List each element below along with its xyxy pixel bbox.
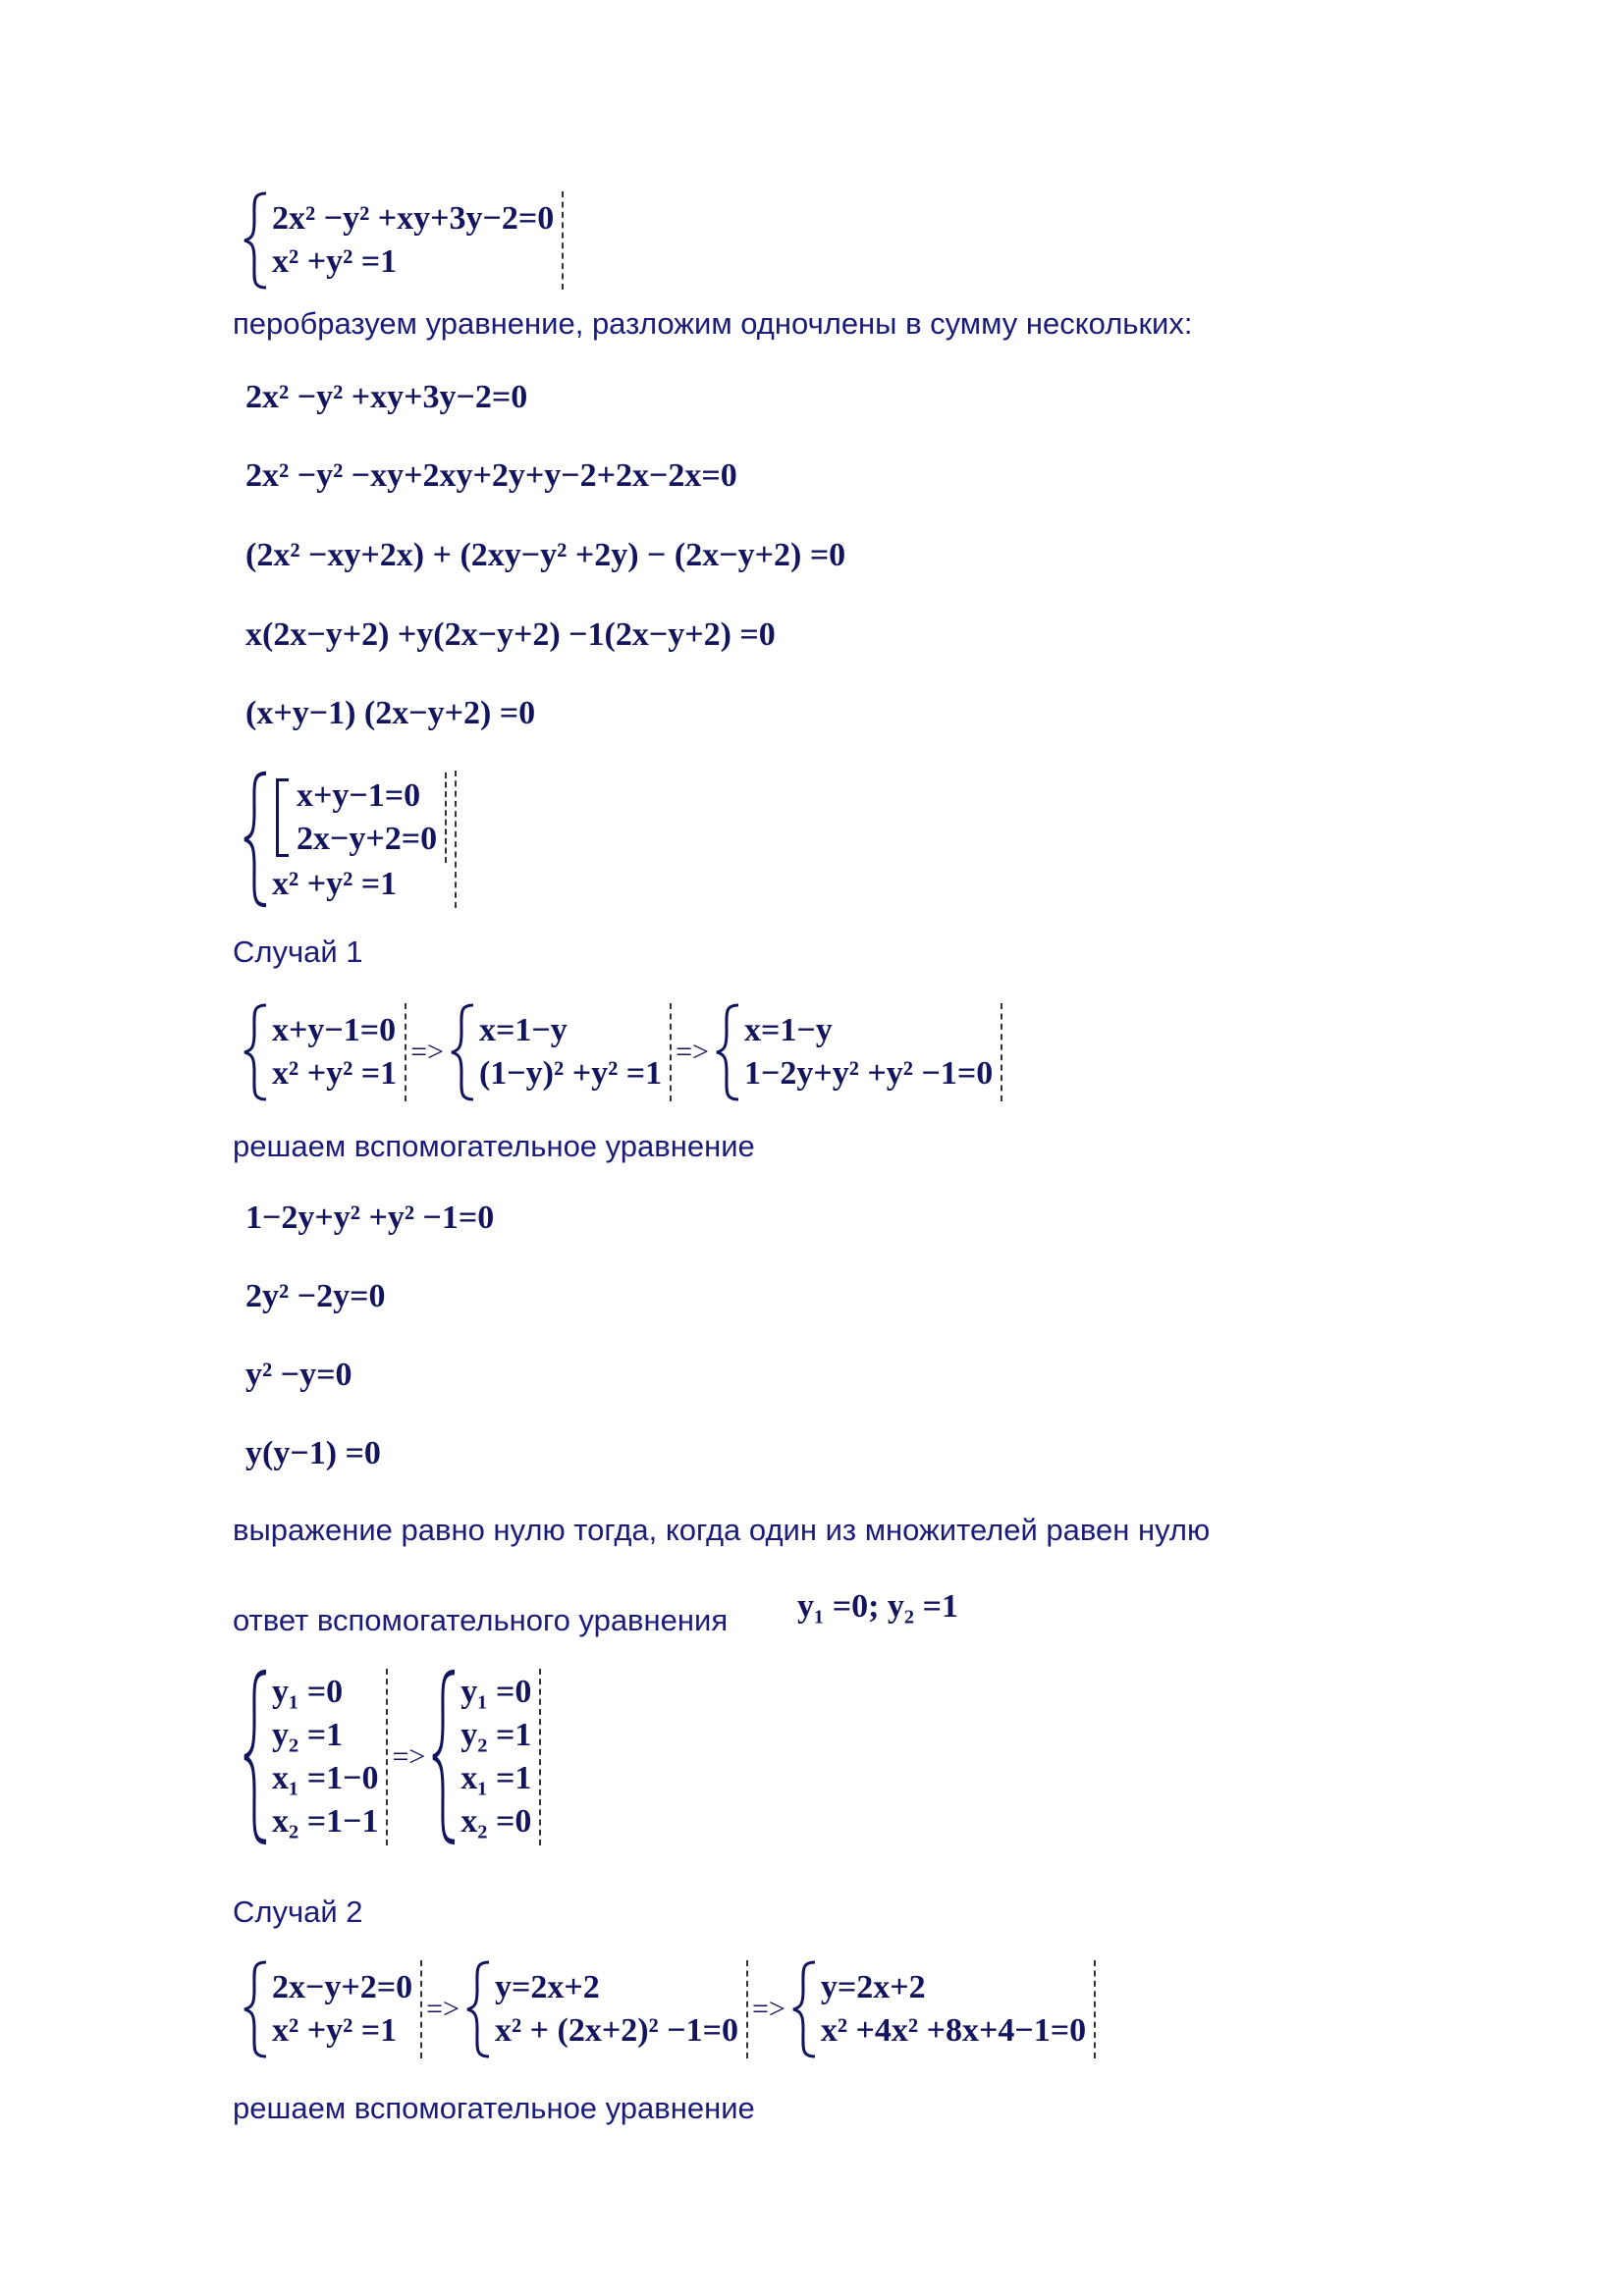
equation: (x+y−1) (2x−y+2) =0 [245, 695, 536, 731]
equation: x₂ =0 [460, 1803, 532, 1840]
equation: x+y−1=0 [272, 1012, 397, 1048]
equation: 1−2y+y² +y² −1=0 [245, 1200, 495, 1236]
brace-icon [241, 1669, 270, 1845]
equation: y₁ =0 [272, 1674, 344, 1710]
equation: x² + (2x+2)² −1=0 [494, 2012, 738, 2049]
brace-icon [241, 1960, 270, 2058]
implies-arrow: => [676, 1036, 709, 1068]
brace-icon [713, 1003, 742, 1101]
paragraph: ответ вспомогательного уравнения [233, 1603, 729, 1637]
split-system [241, 771, 457, 908]
equation: y=2x+2 [494, 1969, 600, 2005]
equation: y² −y=0 [245, 1357, 352, 1393]
brace-icon [241, 1003, 270, 1101]
equation: 2x−y+2=0 [297, 821, 438, 857]
brace-icon [789, 1960, 819, 2058]
paragraph: перобразуем уравнение, разложим одночлены в сумму нескольких: [233, 306, 1193, 341]
implies-arrow: => [392, 1740, 426, 1773]
implies-arrow: => [426, 1993, 460, 2025]
equation: x² +4x² +8x+4−1=0 [820, 2012, 1087, 2049]
equation: x=1−y [478, 1012, 568, 1048]
paragraph: выражение равно нулю тогда, когда один из множителей равен нулю [233, 1513, 1211, 1547]
roots-chain [241, 1669, 541, 1845]
brace-icon [429, 1669, 459, 1845]
equation: x² +y² =1 [272, 243, 398, 280]
initial-system [241, 191, 564, 290]
implies-arrow: => [752, 1993, 785, 2025]
equation: y=2x+2 [820, 1969, 926, 2005]
implies-arrow: => [410, 1036, 444, 1068]
paragraph: решаем вспомогательное уравнение [233, 1129, 755, 1163]
equation: (1−y)² +y² =1 [478, 1055, 663, 1092]
answer-math: y₁ =0; y₂ =1 [797, 1588, 958, 1625]
equation: x=1−y [743, 1012, 833, 1048]
case1-chain [241, 1003, 1002, 1101]
equation: x₁ =1 [460, 1760, 532, 1796]
equation: y₁ =0 [460, 1674, 532, 1710]
bracket-icon [276, 778, 289, 857]
equation: x(2x−y+2) +y(2x−y+2) −1(2x−y+2) =0 [245, 616, 776, 653]
brace-icon [241, 771, 270, 908]
equation: 2x² −y² +xy+3y−2=0 [245, 379, 528, 415]
equation: x² +y² =1 [272, 2012, 398, 2049]
equation: y₂ =1 [272, 1717, 344, 1753]
case2-chain [241, 1960, 1096, 2058]
equation: x² +y² =1 [272, 866, 398, 902]
paragraph: решаем вспомогательное уравнение [233, 2091, 755, 2125]
equation: x+y−1=0 [297, 777, 421, 814]
equation: 1−2y+y² +y² −1=0 [743, 1055, 994, 1092]
equation: 2x−y+2=0 [272, 1969, 413, 2005]
equation: x² +y² =1 [272, 1055, 398, 1092]
equation: y(y−1) =0 [245, 1435, 381, 1471]
equation: (2x² −xy+2x) + (2xy−y² +2y) − (2x−y+2) =0 [245, 537, 846, 573]
equation: 2x² −y² +xy+3y−2=0 [272, 200, 555, 237]
brace-icon [448, 1003, 477, 1101]
equation: x₂ =1−1 [272, 1803, 379, 1840]
equation: x₁ =1−0 [272, 1760, 379, 1796]
case-heading: Случай 2 [233, 1895, 363, 1929]
case-heading: Случай 1 [233, 934, 363, 969]
brace-icon [241, 191, 270, 290]
equation: 2y² −2y=0 [245, 1278, 386, 1314]
equation: 2x² −y² −xy+2xy+2y+y−2+2x−2x=0 [245, 457, 737, 494]
equation: y₂ =1 [460, 1717, 532, 1753]
brace-icon [463, 1960, 493, 2058]
